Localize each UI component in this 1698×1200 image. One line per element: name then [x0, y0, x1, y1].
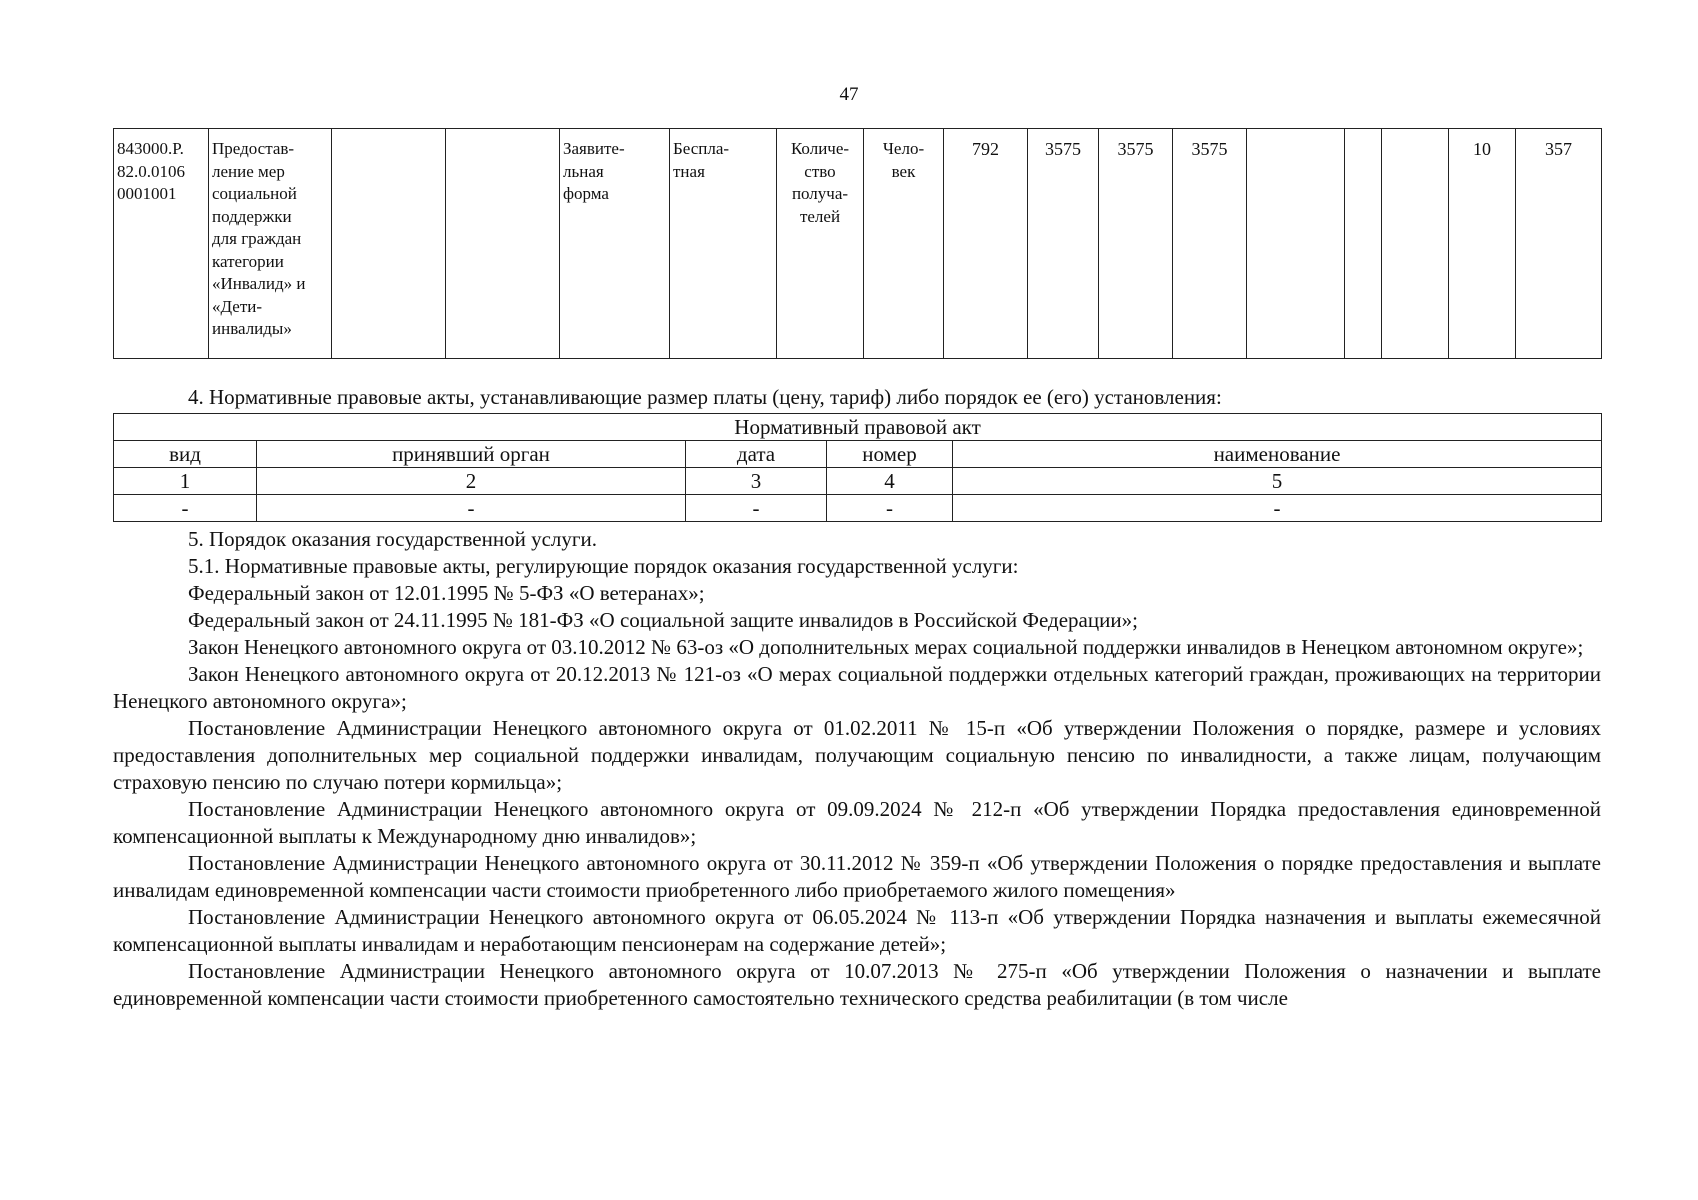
deviation-percent-cell: 10 [1449, 129, 1516, 359]
empty-cell [1247, 129, 1345, 359]
paragraph: Федеральный закон от 24.11.1995 № 181-ФЗ «О социальной защите инвалидов в Российской Федерации»; [188, 608, 1138, 632]
table-cell: - [953, 495, 1602, 522]
paragraph: Постановление Администрации Ненецкого автономного округа от 10.07.2013 № 275-п «Об утверждении Положения о назначении и выплате единовременной компенсации части стоимости приобретенного самостоятельно технического средства реабилитации (в том числе [113, 959, 1601, 1010]
column-number: 3 [686, 468, 827, 495]
unit-cell: Чело- век [864, 129, 944, 359]
form-cell: Заявите- льная форма [560, 129, 670, 359]
column-number: 2 [257, 468, 686, 495]
table-cell: - [827, 495, 953, 522]
paragraph: Постановление Администрации Ненецкого автономного округа от 06.05.2024 № 113-п «Об утверждении Порядка назначения и выплаты ежемесячной компенсационной выплаты инвалидам и неработающим пенсионерам на содержание детей»; [113, 905, 1601, 956]
column-number: 4 [827, 468, 953, 495]
column-header: номер [827, 441, 953, 468]
registry-code-cell: 843000.Р. 82.0.0106 0001001 [114, 129, 209, 359]
paid-cell: Бесплa- тная [670, 129, 777, 359]
empty-cell [446, 129, 560, 359]
body-text [113, 526, 1601, 1012]
normative-acts-table [113, 413, 1602, 522]
value-cell: 3575 [1028, 129, 1099, 359]
section-4-title: 4. Нормативные правовые акты, устанавливающие размер платы (цену, тариф) либо порядок ее (его) установления: [188, 385, 1222, 409]
empty-cell [332, 129, 446, 359]
page-number: 47 [839, 84, 859, 105]
table-cell: - [257, 495, 686, 522]
service-table [113, 128, 1602, 359]
paragraph: 5. Порядок оказания государственной услуги. [188, 527, 597, 551]
table-cell: - [114, 495, 257, 522]
table-row [114, 129, 1602, 359]
column-header: вид [114, 441, 257, 468]
deviation-abs-cell: 357 [1516, 129, 1602, 359]
paragraph: Постановление Администрации Ненецкого автономного округа от 01.02.2011 № 15-п «Об утверждении Положения о порядке, размере и условиях предоставления дополнительных мер социальной поддержки инвалидам, получающим социальную пенсию по инвалидности, а также лицам, получающим страховую пенсию по случаю потери кормильца»; [113, 716, 1601, 794]
empty-cell [1345, 129, 1382, 359]
value-cell: 3575 [1173, 129, 1247, 359]
paragraph: Постановление Администрации Ненецкого автономного округа от 09.09.2024 № 212-п «Об утверждении Порядка предоставления единовременной компенсационной выплаты к Международному дню инвалидов»; [113, 797, 1601, 848]
paragraph: Закон Ненецкого автономного округа от 03.10.2012 № 63-оз «О дополнительных мерах социальной поддержки инвалидов в Ненецком автономном округе»; [188, 635, 1584, 659]
paragraph: Закон Ненецкого автономного округа от 20.12.2013 № 121-оз «О мерах социальной поддержки отдельных категорий граждан, проживающих на территории Ненецкого автономного округа»; [113, 662, 1601, 713]
column-header: дата [686, 441, 827, 468]
table-cell: - [686, 495, 827, 522]
column-number: 1 [114, 468, 257, 495]
table-row [114, 414, 1602, 441]
paragraph: 5.1. Нормативные правовые акты, регулирующие порядок оказания государственной услуги: [188, 554, 1019, 578]
column-header: наименование [953, 441, 1602, 468]
table-row [114, 495, 1602, 522]
paragraph: Постановление Администрации Ненецкого автономного округа от 30.11.2012 № 359-п «Об утверждении Положения о порядке предоставления и выплате инвалидам единовременной компенсации части стоимости приобретенного либо приобретаемого жилого помещения» [113, 851, 1601, 902]
value-cell: 3575 [1099, 129, 1173, 359]
paragraph: Федеральный закон от 12.01.1995 № 5-ФЗ «О ветеранах»; [188, 581, 705, 605]
table-row [114, 441, 1602, 468]
table-header-main: Нормативный правовой акт [114, 414, 1602, 441]
table-row [114, 468, 1602, 495]
okei-cell: 792 [944, 129, 1028, 359]
indicator-cell: Количе- ство получа- телей [777, 129, 864, 359]
column-number: 5 [953, 468, 1602, 495]
service-name-cell: Предостав- ление мер социальной поддержки для граждан категории «Инвалид» и «Дети- инвалиды» [209, 129, 332, 359]
empty-cell [1382, 129, 1449, 359]
column-header: принявший орган [257, 441, 686, 468]
